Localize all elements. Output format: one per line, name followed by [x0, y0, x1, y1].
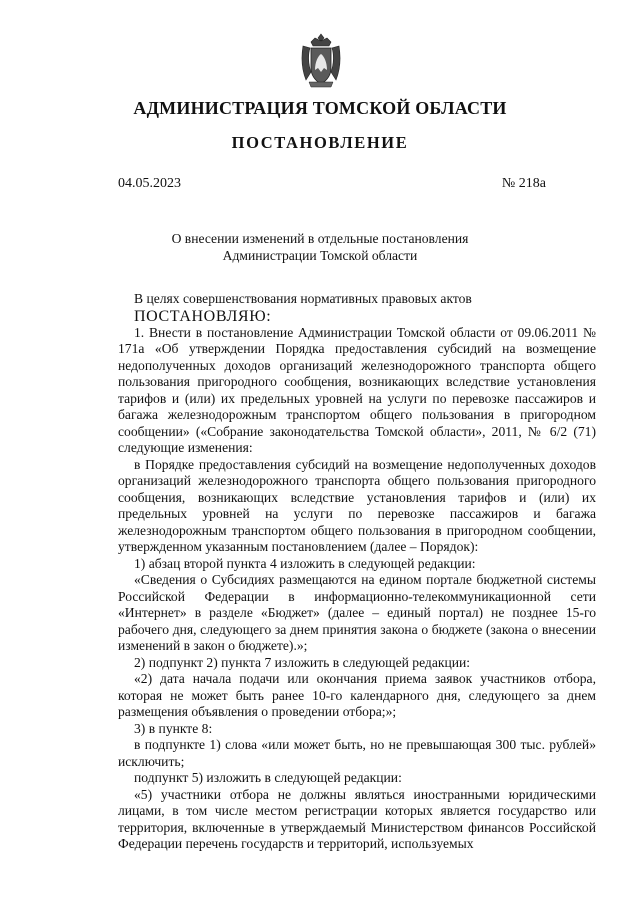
body-paragraph: «2) дата начала подачи или окончания приема заявок участников отбора, которая не может быть ранее 10-го календарного дня, следующего за днем размещения объявления о проведении отбора;»; [118, 671, 596, 719]
document-body [118, 291, 596, 853]
document-date: 04.05.2023 [118, 176, 181, 191]
body-paragraph: в Порядке предоставления субсидий на возмещение недополученных доходов организаций железнодорожного транспорта общего пользования пригородного сообщения, возникающих вследствие установления тарифов и (или) их предельных уровней на услуги по перевозке пассажиров и багажа железнодорожным транспортом общего пользования в пригородном сообщении, утвержденном указанным постановлением (далее – Порядок): [118, 456, 596, 554]
document-number: № 218а [501, 176, 546, 191]
body-paragraph: «Сведения о Субсидиях размещаются на едином портале бюджетной системы Российской Федерации в информационно-телекоммуникационной сети «Интернет» в разделе «Бюджет» (далее – единый портал) не позднее 15-го рабочего дня, следующего за днем принятия закона о бюджете (закона о внесении изменений в закон о бюджете).»; [118, 572, 596, 653]
intro-paragraph: В целях совершенствования нормативных правовых актов [134, 291, 472, 306]
body-paragraph: 2) подпункт 2) пункта 7 изложить в следующей редакции: [134, 654, 471, 670]
body-paragraph: «5) участники отбора не должны являться иностранными юридическими лицами, в том числе местом регистрации которых является государство или территория, включенные в утверждаемый Министерством финансов Российской Федерации перечень государств и территорий, используемых [118, 786, 596, 851]
subject-line-1: О внесении изменений в отдельные постановления [171, 231, 469, 246]
body-paragraph: 1. Внести в постановление Администрации Томской области от 09.06.2011 № 171а «Об утверждении Порядка предоставления субсидий на возмещение недополученных доходов организаций железнодорожного транспорта общего пользования пригородного сообщения, возникающих вследствие установления тарифов и (или) их предельных уровней на услуги по перевозке пассажиров и багажа железнодорожным транспортом общего пользования в пригородном сообщении» («Собрание законодательства Томской области», 2011, № 6/2 (71) следующие изменения: [118, 324, 596, 455]
body-paragraph: 1) абзац второй пункта 4 изложить в следующей редакции: [134, 555, 476, 571]
subject-line-2: Администрации Томской области [222, 248, 418, 263]
resolve-paragraph: ПОСТАНОВЛЯЮ: [134, 307, 272, 325]
agency-title: АДМИНИСТРАЦИЯ ТОМСКОЙ ОБЛАСТИ [133, 98, 507, 118]
document-type: ПОСТАНОВЛЕНИЕ [231, 133, 409, 152]
body-paragraph: в подпункте 1) слова «или может быть, но не превышающая 300 тыс. рублей» исключить; [118, 737, 596, 769]
body-paragraph: 3) в пункте 8: [134, 720, 213, 736]
coat-of-arms-icon [301, 32, 341, 88]
body-paragraph: подпункт 5) изложить в следующей редакции: [134, 770, 402, 785]
document-subject [0, 230, 640, 264]
